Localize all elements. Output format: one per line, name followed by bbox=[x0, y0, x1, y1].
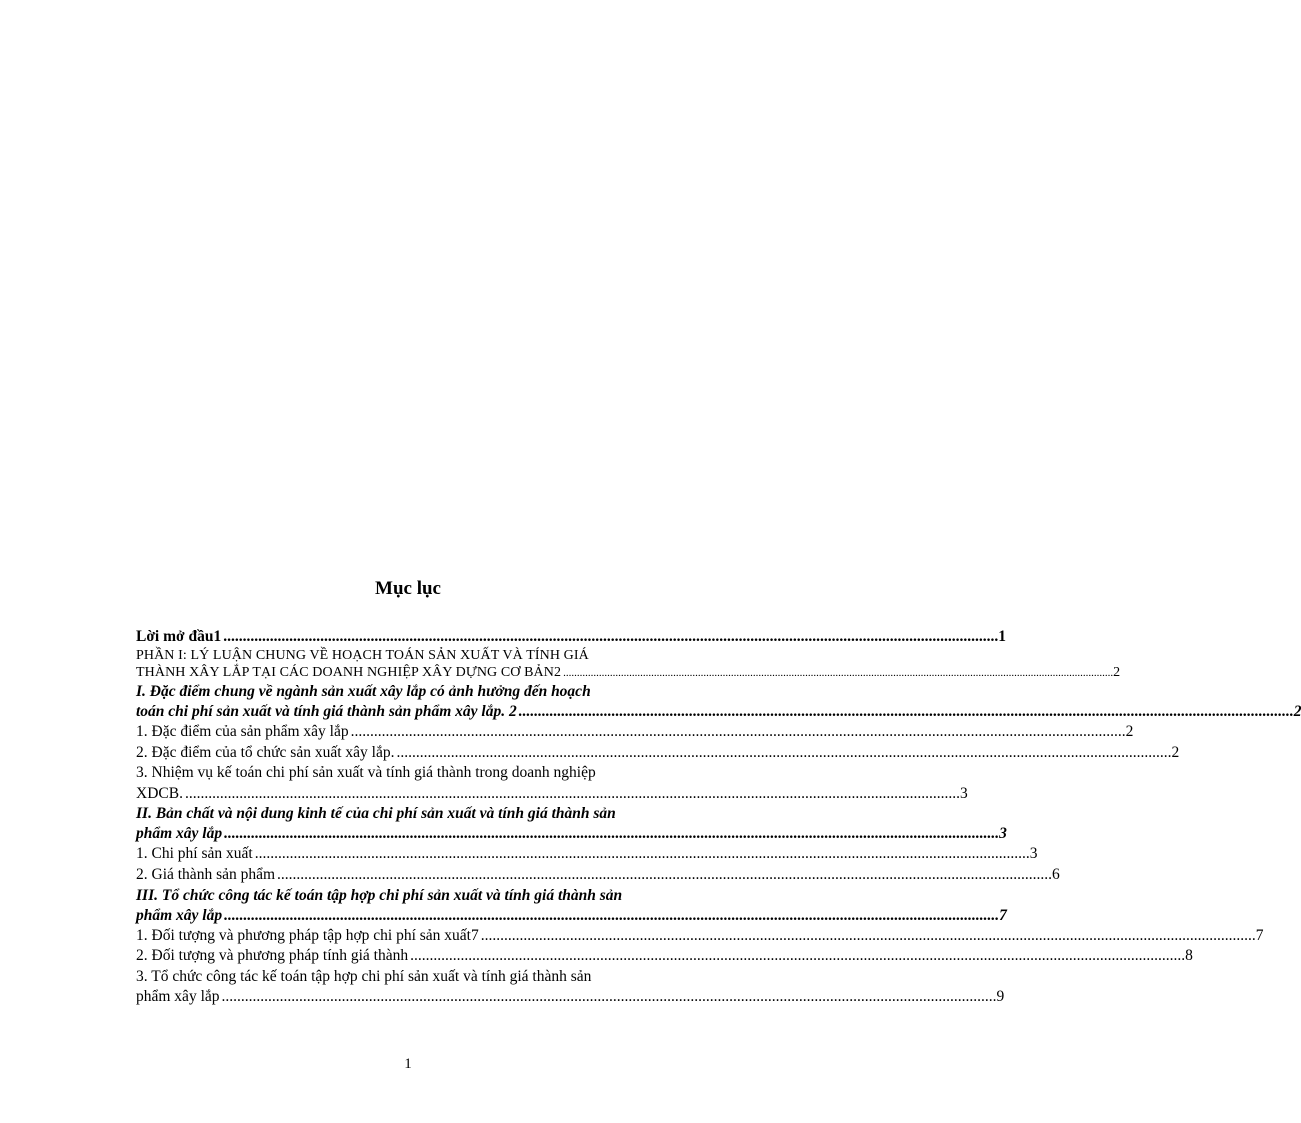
toc-leader-dots: ........................................................................................................................................................................................................ bbox=[396, 743, 1172, 761]
toc-leader-dots: ........................................................................................................................................................................................................ bbox=[518, 703, 1294, 720]
toc-entry-muc2-line2[interactable] bbox=[136, 824, 1007, 844]
toc-entry-page: 2 bbox=[1293, 703, 1301, 720]
table-of-contents bbox=[136, 627, 1301, 1008]
toc-entry-text: phẩm xây lắp bbox=[136, 988, 220, 1006]
toc-entry-page: 6 bbox=[1052, 865, 1060, 883]
toc-entry-text: 3. Tổ chức công tác kế toán tập hợp chi phí sản xuất và tính giá thành sản bbox=[136, 967, 592, 985]
toc-entry-muc1-3-line2[interactable] bbox=[136, 784, 968, 805]
toc-entry-muc1-line2[interactable] bbox=[136, 702, 1301, 722]
toc-leader-dots: ........................................................................................................................................................................................................ bbox=[221, 988, 997, 1006]
toc-entry-page: 1 bbox=[998, 628, 1006, 645]
toc-leader-dots: ........................................................................................................................................................................................................ bbox=[223, 628, 999, 645]
toc-entry-page: 3 bbox=[1029, 845, 1038, 863]
toc-entry-muc3-3-line2[interactable] bbox=[136, 987, 1005, 1008]
toc-entry-page: 3 bbox=[959, 784, 968, 802]
toc-entry-text: 3. Nhiệm vụ kế toán chi phí sản xuất và tính giá thành trong doanh nghiệp bbox=[136, 764, 596, 782]
toc-entry-text: I. Đặc điểm chung về ngành sản xuất xây lắp có ảnh hưởng đến hoạch bbox=[136, 683, 591, 700]
toc-entry-text: 2. Giá thành sản phẩm bbox=[136, 865, 276, 883]
toc-entry-text: 2. Đặc điểm của tổ chức sản xuất xây lắp. bbox=[136, 743, 395, 761]
toc-entry-text: toán chi phí sản xuất và tính giá thành sản phẩm xây lắp. 2 bbox=[136, 703, 517, 720]
page-number: 1 bbox=[404, 1056, 412, 1072]
toc-leader-dots: ........................................................................................................................................................................................................ bbox=[410, 947, 1186, 965]
toc-title: Mục lục bbox=[375, 578, 441, 599]
toc-leader-dots: ........................................................................................................................................................................................................ bbox=[224, 825, 1000, 843]
toc-entry-phan1-line1[interactable] bbox=[136, 647, 739, 664]
toc-entry-muc3-2[interactable] bbox=[136, 946, 1193, 967]
toc-entry-page: 2 bbox=[1113, 665, 1121, 680]
toc-entry-text: phẩm xây lắp bbox=[136, 906, 223, 924]
toc-leader-dots: ........................................................................................................................................................................................................ bbox=[254, 845, 1030, 863]
toc-entry-text: 1. Đối tượng và phương pháp tập hợp chi phí sản xuất7 bbox=[136, 926, 479, 944]
toc-leader-dots: ........................................................................................................................................................................................................ bbox=[184, 784, 960, 802]
toc-leader-dots: ........................................................................................................................................................................................................ bbox=[277, 865, 1053, 883]
toc-entry-text: phẩm xây lắp bbox=[136, 825, 223, 843]
toc-entry-text: 1. Chi phí sản xuất bbox=[136, 845, 253, 863]
toc-entry-muc3-3-line1[interactable] bbox=[136, 967, 739, 988]
toc-entry-text: PHẦN I: LÝ LUẬN CHUNG VỀ HOẠCH TOÁN SẢN XUẤT VÀ TÍNH GIÁ bbox=[136, 648, 589, 663]
toc-entry-text: II. Bản chất và nội dung kinh tế của chi phí sản xuất và tính giá thành sản bbox=[136, 805, 616, 823]
toc-entry-text: III. Tổ chức công tác kế toán tập hợp chi phí sản xuất và tính giá thành sản bbox=[136, 886, 623, 904]
toc-entry-muc2-1[interactable] bbox=[136, 844, 1038, 865]
toc-entry-phan1-line2[interactable] bbox=[136, 664, 1121, 682]
toc-entry-muc3-1[interactable] bbox=[136, 926, 1264, 947]
toc-entry-text: 1. Đặc điểm của sản phẩm xây lắp bbox=[136, 723, 349, 740]
toc-entry-muc1-3-line1[interactable] bbox=[136, 763, 739, 784]
toc-entry-page: 9 bbox=[996, 988, 1005, 1006]
toc-entry-text: Lời mở đầu1 bbox=[136, 628, 222, 645]
toc-leader-dots: ........................................................................................................................................................................................................ bbox=[350, 723, 1126, 740]
toc-entry-muc2-line1[interactable] bbox=[136, 804, 739, 824]
toc-entry-page: 7 bbox=[999, 906, 1007, 924]
toc-entry-text: THÀNH XÂY LẮP TẠI CÁC DOANH NGHIỆP XÂY DỰNG CƠ BẢN2 bbox=[136, 665, 562, 680]
toc-entry-page: 3 bbox=[999, 825, 1007, 843]
toc-entry-muc1-1[interactable] bbox=[136, 722, 1134, 743]
toc-entry-page: 2 bbox=[1125, 723, 1134, 740]
toc-entry-loi-mo-dau[interactable] bbox=[136, 627, 1006, 647]
toc-leader-dots: ........................................................................................................................................................................................................ bbox=[224, 906, 1000, 924]
toc-entry-page: 7 bbox=[1255, 926, 1264, 944]
toc-entry-muc2-2[interactable] bbox=[136, 865, 1060, 886]
toc-entry-muc1-2[interactable] bbox=[136, 743, 1180, 764]
toc-leader-dots: ........................................................................................................................................................................................................ bbox=[563, 667, 1114, 679]
toc-leader-dots: ........................................................................................................................................................................................................ bbox=[480, 926, 1256, 944]
toc-entry-text: 2. Đối tượng và phương pháp tính giá thành bbox=[136, 947, 409, 965]
toc-entry-muc3-line1[interactable] bbox=[136, 886, 739, 906]
toc-entry-muc1-line1[interactable] bbox=[136, 682, 739, 702]
toc-entry-muc3-line2[interactable] bbox=[136, 906, 1007, 926]
toc-entry-page: 2 bbox=[1171, 743, 1180, 761]
toc-entry-page: 8 bbox=[1185, 947, 1193, 965]
toc-entry-text: XDCB. bbox=[136, 784, 183, 802]
